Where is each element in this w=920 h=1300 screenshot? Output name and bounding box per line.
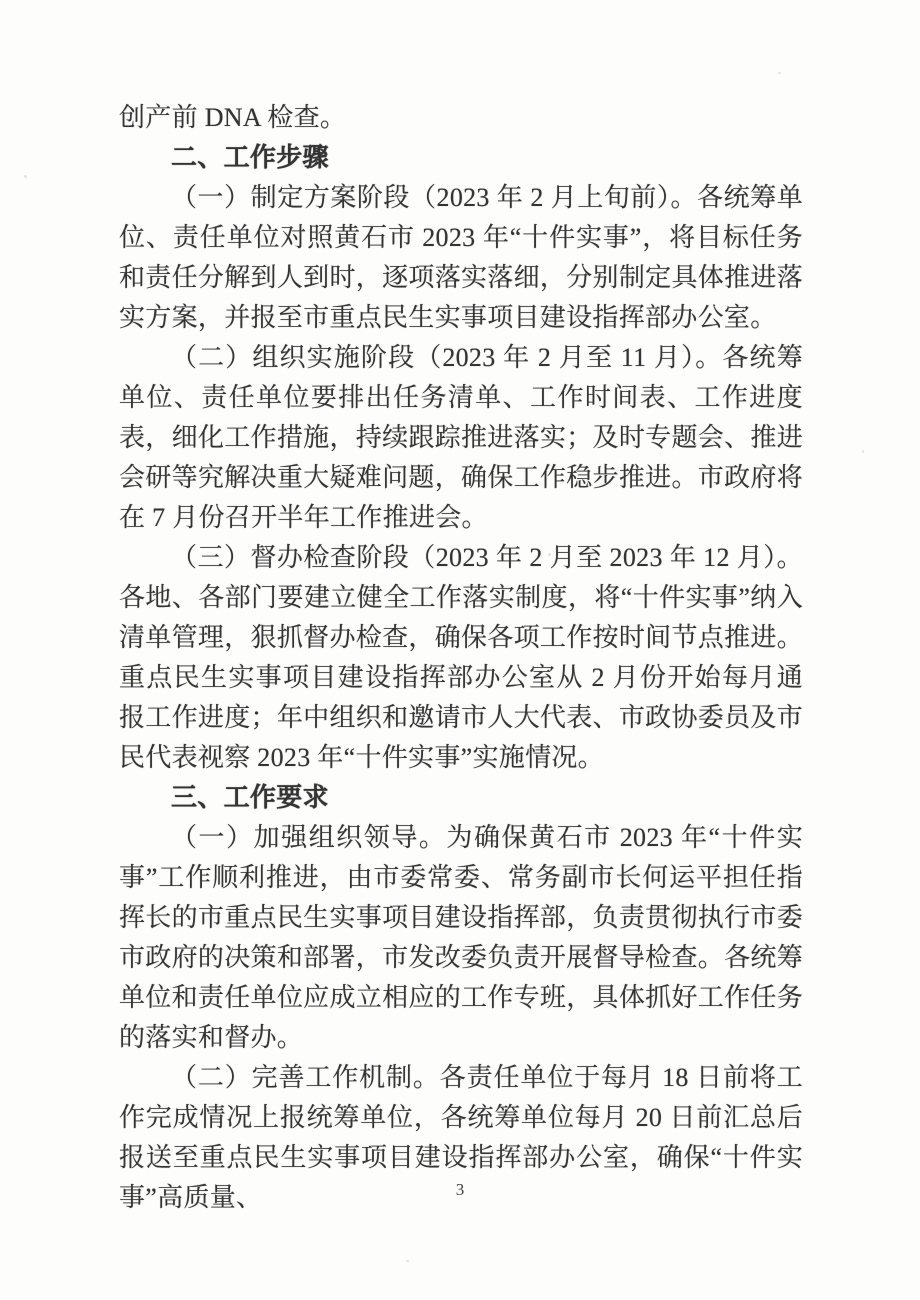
document-body — [119, 98, 803, 1218]
scan-speckle — [862, 450, 864, 453]
continuation-line: 创产前 DNA 检查。 — [119, 103, 347, 132]
paragraph-supervision-stage: （三）督办检查阶段（2023 年 2 月至 2023 年 12 月）。各地、各部门要建立健全工作落实制度，将“十件实事”纳入清单管理，狠抓督办检查，确保各项工作按时间节点推进。重点民生实事项目建设指挥部办公室从 2 月份开始每月通报工作进度；年中组织和邀请市人大代表、市政协委员及市民代表视察 2023 年“十件实事”实施情况。 — [119, 543, 803, 772]
paragraph-improve-mechanism: （二）完善工作机制。各责任单位于每月 18 日前将工作完成情况上报统筹单位，各统筹单位每月 20 日前汇总后报送至重点民生实事项目建设指挥部办公室，确保“十件实事”高质量、 — [119, 1063, 803, 1212]
page-number: 3 — [455, 1180, 465, 1199]
paragraph-plan-stage: （一）制定方案阶段（2023 年 2 月上旬前）。各统筹单位、责任单位对照黄石市 2023 年“十件实事”，将目标任务和责任分解到人到时，逐项落实落细，分别制定具体推进落实方案，并报至市重点民生实事项目建设指挥部办公室。 — [119, 183, 803, 332]
paragraph-strengthen-leadership: （一）加强组织领导。为确保黄石市 2023 年“十件实事”工作顺利推进，由市委常委、常务副市长何运平担任指挥长的市重点民生实事项目建设指挥部，负责贯彻执行市委市政府的决策和部署，市发改委负责开展督导检查。各统筹单位和责任单位应成立相应的工作专班，具体抓好工作任务的落实和督办。 — [119, 823, 803, 1052]
scan-speckle — [778, 72, 781, 74]
section-heading-work-steps: 二、工作步骤 — [171, 143, 329, 172]
scan-speckle — [24, 175, 27, 178]
page-footer — [0, 1180, 920, 1200]
scan-speckle — [406, 1260, 409, 1262]
paragraph-implementation-stage: （二）组织实施阶段（2023 年 2 月至 11 月）。各统筹单位、责任单位要排出任务清单、工作时间表、工作进度表，细化工作措施，持续跟踪推进落实；及时专题会、推进会研等究解决重大疑难问题，确保工作稳步推进。市政府将在 7 月份召开半年工作推进会。 — [119, 343, 803, 532]
section-heading-work-requirements: 三、工作要求 — [171, 783, 329, 812]
